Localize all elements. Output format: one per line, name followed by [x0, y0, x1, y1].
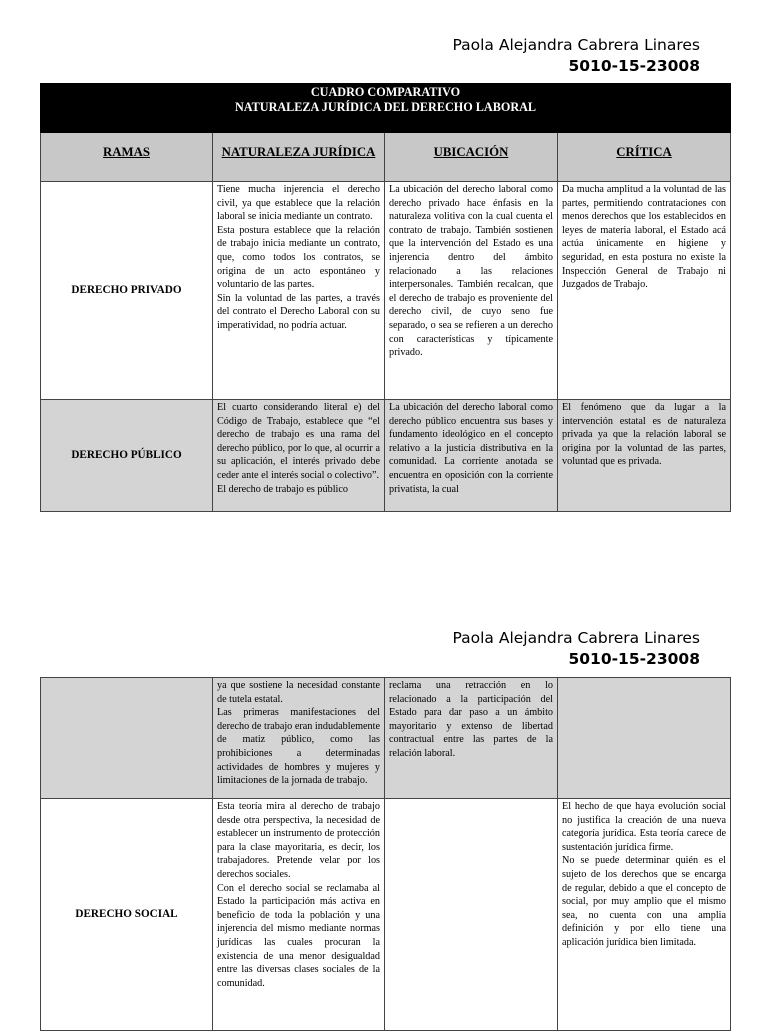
- ubicacion-cell: La ubicación del derecho laboral como derecho público encuentra sus bases y fundamento ideológico en el concepto relativo a la justicia distributiva en la comunidad. La corriente anotada se encuentra en oposición con la corriente privatista, la cual: [385, 400, 558, 512]
- paragraph: Con el derecho social se reclamaba al Estado la participación más activa en beneficio de toda la población y una injerencia del mismo mediante normas jurídicas las cuales procuran la existencia de una menor desigualdad entre las diversas clases sociales de la comunidad.: [217, 882, 380, 989]
- ubicacion-cell: [385, 799, 558, 1031]
- critica-cell: [558, 678, 731, 799]
- paragraph: Esta postura establece que la relación de trabajo inicia mediante un contrato, que, como todos los contratos, se origina de un acto espontáneo y voluntario de las partes.: [217, 224, 380, 291]
- paragraph: El cuarto considerando literal e) del Código de Trabajo, establece que “el derecho de trabajo es una rama del derecho público, por lo que, al ocurrir a su aplicación, el interés privado debe ceder ante el interés social o colectivo”.: [217, 402, 380, 481]
- paragraph: No se puede determinar quién es el sujeto de los derechos que se encarga de regular, debido a que el concepto de social, por muy amplio que el mismo sea, no cuenta con una amplia definición y por ello tiene una aplicación jurídica bien limitada.: [562, 855, 726, 948]
- title-line-2: NATURALEZA JURÍDICA DEL DERECHO LABORAL: [234, 100, 537, 114]
- header-critica: CRÍTICA: [558, 133, 731, 182]
- paragraph: ya que sostiene la necesidad constante de tutela estatal.: [217, 680, 380, 705]
- paragraph: Tiene mucha injerencia el derecho civil, ya que establece que la relación laboral se inicia mediante un contrato.: [217, 184, 380, 223]
- paragraph: El derecho de trabajo es público: [217, 483, 348, 495]
- paragraph: Sin la voluntad de las partes, a través del contrato el Derecho Laboral con su imperatividad, no podría actuar.: [217, 292, 380, 331]
- title-line-1: CUADRO COMPARATIVO: [310, 85, 461, 99]
- naturaleza-cell: [213, 400, 385, 512]
- naturaleza-cell: [213, 799, 385, 1031]
- table-header-row: [41, 133, 731, 182]
- paragraph: El hecho de que haya evolución social no justifica la creación de una nueva categoría jurídica. Esta teoría carece de sustentación jurídica firme.: [562, 801, 726, 853]
- header-ubicacion: UBICACIÓN: [385, 133, 558, 182]
- rama-cell: [41, 678, 213, 799]
- rama-cell: DERECHO SOCIAL: [41, 799, 213, 1031]
- student-id: 5010-15-23008: [568, 57, 700, 75]
- critica-cell: El fenómeno que da lugar a la intervención estatal es de naturaleza privada ya que la relación laboral se origina por la voluntad de las partes, voluntad que es privada.: [558, 400, 731, 512]
- table-row: [41, 400, 731, 512]
- comparison-table-continued: [40, 677, 731, 1031]
- header-ramas: RAMAS: [41, 133, 213, 182]
- student-id: 5010-15-23008: [568, 650, 700, 668]
- author-name: Paola Alejandra Cabrera Linares: [452, 36, 700, 54]
- table-title-row: [41, 84, 731, 133]
- table-row: [41, 182, 731, 400]
- page2-header: [452, 628, 700, 670]
- naturaleza-cell: [213, 678, 385, 799]
- comparison-table: [40, 83, 731, 512]
- header-naturaleza: NATURALEZA JURÍDICA: [213, 133, 385, 182]
- rama-cell: DERECHO PRIVADO: [41, 182, 213, 400]
- author-name: Paola Alejandra Cabrera Linares: [452, 629, 700, 647]
- rama-cell: DERECHO PÚBLICO: [41, 400, 213, 512]
- table-row: [41, 678, 731, 799]
- table-title: [41, 84, 731, 133]
- paragraph: Esta teoría mira al derecho de trabajo desde otra perspectiva, la necesidad de establecer un instrumento de protección para la clase mayoritaria, es decir, los trabajadores. Pretende velar por los derechos sociales.: [217, 801, 380, 880]
- table-row: [41, 799, 731, 1031]
- critica-cell: [558, 799, 731, 1031]
- paragraph: Las primeras manifestaciones del derecho de trabajo eran indudablemente de matiz público, como las prohibiciones a determinadas actividades de hombres y mujeres y limitaciones de la jornada de trabajo.: [217, 707, 380, 787]
- ubicacion-cell: reclama una retracción en lo relacionado a la participación del Estado para dar paso a un ámbito mayoritario y extenso de libertad contractual entre las partes de la relación laboral.: [385, 678, 558, 799]
- critica-cell: Da mucha amplitud a la voluntad de las partes, permitiendo contrataciones con menos derechos que los establecidos en leyes de materia laboral, el Estado acá actúa únicamente en higiene y seguridad, en esta postura no existe la Inspección General de Trabajo ni Juzgados de Trabajo.: [558, 182, 731, 400]
- naturaleza-cell: [213, 182, 385, 400]
- ubicacion-cell: La ubicación del derecho laboral como derecho privado hace énfasis en la naturaleza volitiva con la cual cuenta el contrato de trabajo. También sostienen que la intervención del Estado es una injerencia dentro del ámbito relacionado a las relaciones interpersonales. También recalcan, que el derecho de trabajo es proveniente del derecho civil, de cuyo seno fue separado, o sea se refieren a un derecho con características y típicamente privado.: [385, 182, 558, 400]
- page1-header: [452, 35, 700, 77]
